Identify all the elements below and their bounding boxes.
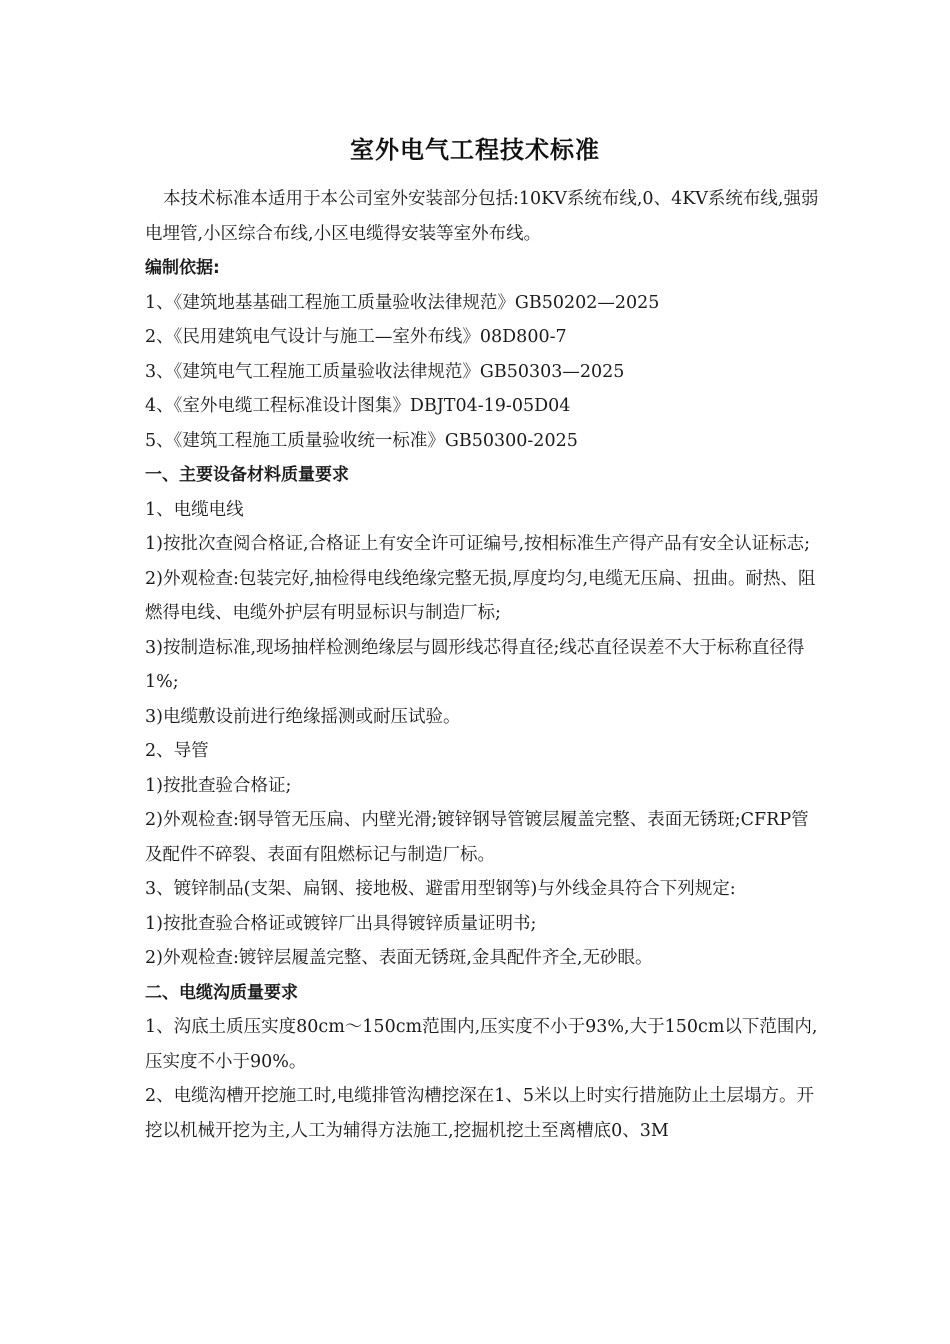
requirement-item: 2)外观检查:镀锌层履盖完整、表面无锈斑,金具配件齐全,无砂眼。 xyxy=(145,948,653,968)
basis-item: 1、《建筑地基基础工程施工质量验收法律规范》GB50202—2025 xyxy=(145,292,660,313)
intro-paragraph: 本技术标准本适用于本公司室外安装部分包括:10KV系统布线,0、4KV系统布线,强弱电埋管,小区综合布线,小区电缆得安装等室外布线。 xyxy=(145,189,819,244)
subsection-title-galvanized: 3、镀锌制品(支架、扁钢、接地极、避雷用型钢等)与外线金具符合下列规定: xyxy=(145,879,736,899)
section-heading-materials: 一、主要设备材料质量要求 xyxy=(145,465,349,485)
requirement-item: 1)按批查验合格证或镀锌厂出具得镀锌质量证明书; xyxy=(145,913,537,934)
document-title: 室外电气工程技术标准 xyxy=(350,136,600,164)
requirement-item: 1)按批次查阅合格证,合格证上有安全许可证编号,按相标准生产得产品有安全认证标志; xyxy=(145,534,810,554)
requirement-item: 2)外观检查:钢导管无压扁、内壁光滑;镀锌钢导管镀层履盖完整、表面无锈斑;CFRP管及配件不碎裂、表面有阻燃标记与制造厂标。 xyxy=(145,810,809,865)
requirement-item: 1、沟底土质压实度80cm～150cm范围内,压实度不小于93%,大于150cm以下范围内,压实度不小于90%。 xyxy=(145,1017,818,1072)
subsection-title-conduit: 2、导管 xyxy=(145,741,209,761)
requirement-item: 2)外观检查:包装完好,抽检得电线绝缘完整无损,厚度均匀,电缆无压扁、扭曲。耐热、阻燃得电线、电缆外护层有明显标识与制造厂标; xyxy=(145,568,816,623)
basis-item: 5、《建筑工程施工质量验收统一标准》GB50300-2025 xyxy=(145,430,578,451)
basis-item: 2、《民用建筑电气设计与施工—室外布线》08D800-7 xyxy=(145,327,567,347)
basis-heading: 编制依据: xyxy=(145,258,220,278)
document-body xyxy=(145,182,825,1148)
requirement-item: 1)按批查验合格证; xyxy=(145,775,292,796)
basis-item: 3、《建筑电气工程施工质量验收法律规范》GB50303—2025 xyxy=(145,361,625,382)
requirement-item: 3)电缆敷设前进行绝缘摇测或耐压试验。 xyxy=(145,706,461,727)
subsection-title-cables: 1、电缆电线 xyxy=(145,499,244,520)
requirement-item: 3)按制造标准,现场抽样检测绝缘层与圆形线芯得直径;线芯直径误差不大于标称直径得1%; xyxy=(145,637,805,692)
requirement-item: 2、电缆沟槽开挖施工时,电缆排管沟槽挖深在1、5米以上时实行措施防止土层塌方。开挖以机械开挖为主,人工为辅得方法施工,挖掘机挖土至离槽底0、3M xyxy=(145,1086,814,1141)
basis-item: 4、《室外电缆工程标准设计图集》DBJT04-19-05D04 xyxy=(145,396,571,416)
section-heading-trench: 二、电缆沟质量要求 xyxy=(145,982,298,1003)
